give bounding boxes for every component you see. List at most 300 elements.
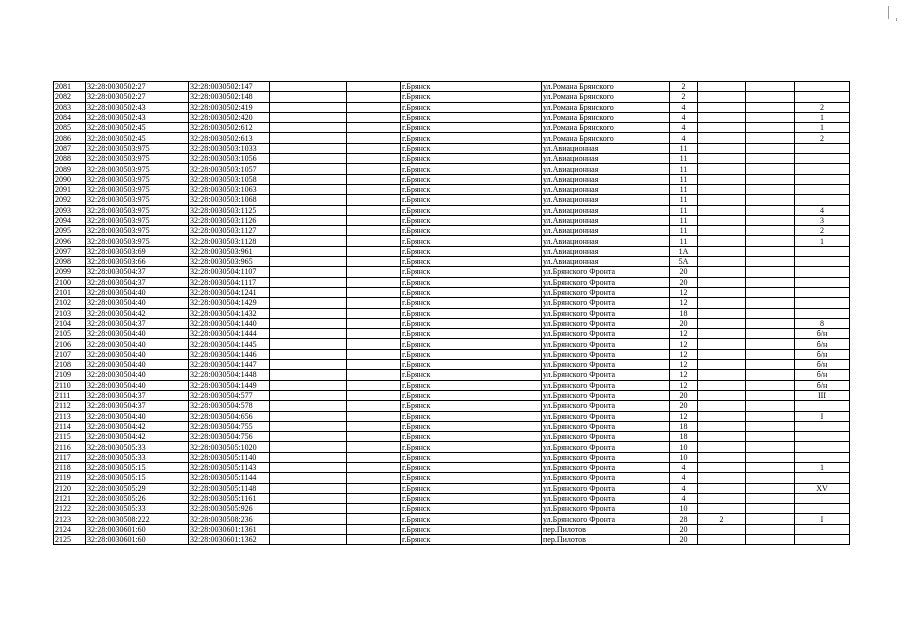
land-cadastral-number-cell: 32:28:0030505:33 [86, 504, 189, 514]
street-cell: ул.Авиационная [542, 143, 670, 153]
table-row [54, 246, 850, 256]
table-row [54, 349, 850, 359]
table-row [54, 143, 850, 153]
house-number-cell: 12 [670, 349, 698, 359]
object-cadastral-number-cell: 32:28:0030503:1125 [189, 205, 270, 215]
table-row [54, 174, 850, 184]
row-number-cell: 2085 [54, 123, 86, 133]
house-number-cell: 4 [670, 493, 698, 503]
row-number-cell: 2117 [54, 452, 86, 462]
premises-number-cell: 2 [795, 102, 850, 112]
premises-number-cell [795, 174, 850, 184]
city-cell: г.Брянск [401, 277, 542, 287]
empty-cell [347, 329, 401, 339]
building-part-cell [698, 102, 746, 112]
house-number-cell: 11 [670, 143, 698, 153]
table-row [54, 380, 850, 390]
city-cell: г.Брянск [401, 318, 542, 328]
empty-cell [270, 92, 347, 102]
house-number-cell: 11 [670, 164, 698, 174]
table-row [54, 123, 850, 133]
empty-cell [270, 143, 347, 153]
empty-cell [270, 164, 347, 174]
empty-cell [746, 421, 795, 431]
empty-cell [347, 504, 401, 514]
row-number-cell: 2104 [54, 318, 86, 328]
premises-number-cell [795, 267, 850, 277]
object-cadastral-number-cell: 32:28:0030505:1143 [189, 462, 270, 472]
table-row [54, 401, 850, 411]
empty-cell [347, 411, 401, 421]
row-number-cell: 2089 [54, 164, 86, 174]
land-cadastral-number-cell: 32:28:0030505:26 [86, 493, 189, 503]
empty-cell [746, 483, 795, 493]
table-row [54, 184, 850, 194]
building-part-cell [698, 349, 746, 359]
object-cadastral-number-cell: 32:28:0030505:1140 [189, 452, 270, 462]
row-number-cell: 2098 [54, 257, 86, 267]
empty-cell [347, 174, 401, 184]
table-row [54, 277, 850, 287]
object-cadastral-number-cell: 32:28:0030503:1058 [189, 174, 270, 184]
empty-cell [270, 112, 347, 122]
object-cadastral-number-cell: 32:28:0030504:1448 [189, 370, 270, 380]
city-cell: г.Брянск [401, 493, 542, 503]
row-number-cell: 2118 [54, 462, 86, 472]
house-number-cell: 20 [670, 267, 698, 277]
object-cadastral-number-cell: 32:28:0030504:1446 [189, 349, 270, 359]
land-cadastral-number-cell: 32:28:0030504:40 [86, 287, 189, 297]
house-number-cell: 11 [670, 154, 698, 164]
city-cell: г.Брянск [401, 380, 542, 390]
house-number-cell: 10 [670, 504, 698, 514]
street-cell: ул.Романа Брянского [542, 92, 670, 102]
building-part-cell [698, 401, 746, 411]
empty-cell [270, 226, 347, 236]
street-cell: ул.Брянского Фронта [542, 473, 670, 483]
city-cell: г.Брянск [401, 421, 542, 431]
empty-cell [347, 164, 401, 174]
table-row [54, 226, 850, 236]
row-number-cell: 2125 [54, 535, 86, 545]
empty-cell [347, 92, 401, 102]
object-cadastral-number-cell: 32:28:0030504:1117 [189, 277, 270, 287]
empty-cell [270, 462, 347, 472]
empty-cell [347, 184, 401, 194]
object-cadastral-number-cell: 32:28:0030505:1148 [189, 483, 270, 493]
premises-number-cell: б/н [795, 329, 850, 339]
premises-number-cell [795, 195, 850, 205]
empty-cell [746, 164, 795, 174]
empty-cell [347, 339, 401, 349]
building-part-cell [698, 411, 746, 421]
land-cadastral-number-cell: 32:28:0030503:975 [86, 205, 189, 215]
empty-cell [347, 236, 401, 246]
house-number-cell: 4 [670, 112, 698, 122]
table-row [54, 164, 850, 174]
table-row [54, 329, 850, 339]
row-number-cell: 2111 [54, 390, 86, 400]
land-cadastral-number-cell: 32:28:0030502:27 [86, 92, 189, 102]
empty-cell [347, 452, 401, 462]
city-cell: г.Брянск [401, 473, 542, 483]
table-row [54, 452, 850, 462]
street-cell: ул.Брянского Фронта [542, 339, 670, 349]
premises-number-cell: 4 [795, 205, 850, 215]
row-number-cell: 2082 [54, 92, 86, 102]
street-cell: ул.Брянского Фронта [542, 277, 670, 287]
object-cadastral-number-cell: 32:28:0030504:1440 [189, 318, 270, 328]
empty-cell [746, 360, 795, 370]
object-cadastral-number-cell: 32:28:0030508:236 [189, 514, 270, 524]
city-cell: г.Брянск [401, 102, 542, 112]
object-cadastral-number-cell: 32:28:0030504:1445 [189, 339, 270, 349]
building-part-cell [698, 504, 746, 514]
street-cell: ул.Авиационная [542, 164, 670, 174]
object-cadastral-number-cell: 32:28:0030504:656 [189, 411, 270, 421]
city-cell: г.Брянск [401, 195, 542, 205]
empty-cell [746, 401, 795, 411]
empty-cell [347, 308, 401, 318]
empty-cell [746, 390, 795, 400]
row-number-cell: 2116 [54, 442, 86, 452]
empty-cell [270, 504, 347, 514]
object-cadastral-number-cell: 32:28:0030505:1020 [189, 442, 270, 452]
street-cell: ул.Романа Брянского [542, 82, 670, 92]
land-cadastral-number-cell: 32:28:0030505:29 [86, 483, 189, 493]
empty-cell [270, 339, 347, 349]
row-number-cell: 2108 [54, 360, 86, 370]
street-cell: ул.Авиационная [542, 195, 670, 205]
building-part-cell [698, 154, 746, 164]
empty-cell [746, 462, 795, 472]
empty-cell [270, 318, 347, 328]
building-part-cell [698, 133, 746, 143]
row-number-cell: 2092 [54, 195, 86, 205]
empty-cell [270, 390, 347, 400]
row-number-cell: 2083 [54, 102, 86, 112]
empty-cell [746, 133, 795, 143]
street-cell: ул.Брянского Фронта [542, 514, 670, 524]
empty-cell [270, 329, 347, 339]
building-part-cell [698, 287, 746, 297]
street-cell: ул.Романа Брянского [542, 102, 670, 112]
row-number-cell: 2112 [54, 401, 86, 411]
table-row [54, 360, 850, 370]
table-row [54, 411, 850, 421]
city-cell: г.Брянск [401, 215, 542, 225]
premises-number-cell: 1 [795, 123, 850, 133]
premises-number-cell: 1 [795, 462, 850, 472]
object-cadastral-number-cell: 32:28:0030503:1068 [189, 195, 270, 205]
empty-cell [347, 401, 401, 411]
empty-cell [270, 380, 347, 390]
empty-cell [270, 411, 347, 421]
premises-number-cell [795, 452, 850, 462]
empty-cell [746, 184, 795, 194]
premises-number-cell [795, 308, 850, 318]
house-number-cell: 10 [670, 452, 698, 462]
empty-cell [347, 493, 401, 503]
table-row [54, 473, 850, 483]
building-part-cell [698, 215, 746, 225]
premises-number-cell [795, 154, 850, 164]
street-cell: пер.Пилотов [542, 524, 670, 534]
object-cadastral-number-cell: 32:28:0030504:1447 [189, 360, 270, 370]
empty-cell [746, 143, 795, 153]
house-number-cell: 2 [670, 92, 698, 102]
building-part-cell [698, 442, 746, 452]
empty-cell [270, 257, 347, 267]
empty-cell [347, 123, 401, 133]
table-row [54, 432, 850, 442]
land-cadastral-number-cell: 32:28:0030503:975 [86, 195, 189, 205]
building-part-cell [698, 236, 746, 246]
table-row [54, 308, 850, 318]
empty-cell [270, 236, 347, 246]
table-row [54, 535, 850, 545]
row-number-cell: 2107 [54, 349, 86, 359]
street-cell: ул.Брянского Фронта [542, 421, 670, 431]
house-number-cell: 11 [670, 226, 698, 236]
house-number-cell: 12 [670, 380, 698, 390]
table-row [54, 462, 850, 472]
house-number-cell: 11 [670, 174, 698, 184]
land-cadastral-number-cell: 32:28:0030503:975 [86, 143, 189, 153]
empty-cell [347, 473, 401, 483]
land-cadastral-number-cell: 32:28:0030504:37 [86, 277, 189, 287]
house-number-cell: 11 [670, 184, 698, 194]
premises-number-cell [795, 287, 850, 297]
premises-number-cell [795, 535, 850, 545]
empty-cell [270, 215, 347, 225]
premises-number-cell [795, 442, 850, 452]
row-number-cell: 2123 [54, 514, 86, 524]
object-cadastral-number-cell: 32:28:0030502:148 [189, 92, 270, 102]
object-cadastral-number-cell: 32:28:0030504:1432 [189, 308, 270, 318]
land-cadastral-number-cell: 32:28:0030505:33 [86, 452, 189, 462]
empty-cell [270, 205, 347, 215]
empty-cell [270, 370, 347, 380]
object-cadastral-number-cell: 32:28:0030503:1033 [189, 143, 270, 153]
empty-cell [746, 339, 795, 349]
empty-cell [746, 514, 795, 524]
table-row [54, 82, 850, 92]
row-number-cell: 2115 [54, 432, 86, 442]
house-number-cell: 20 [670, 535, 698, 545]
city-cell: г.Брянск [401, 174, 542, 184]
city-cell: г.Брянск [401, 143, 542, 153]
empty-cell [746, 452, 795, 462]
premises-number-cell: 1 [795, 236, 850, 246]
premises-number-cell: 1 [795, 112, 850, 122]
street-cell: ул.Брянского Фронта [542, 329, 670, 339]
street-cell: ул.Брянского Фронта [542, 442, 670, 452]
scan-margin-dot [896, 18, 897, 21]
land-cadastral-number-cell: 32:28:0030504:40 [86, 349, 189, 359]
empty-cell [347, 195, 401, 205]
table-row [54, 370, 850, 380]
land-cadastral-number-cell: 32:28:0030504:42 [86, 308, 189, 318]
land-cadastral-number-cell: 32:28:0030503:66 [86, 257, 189, 267]
city-cell: г.Брянск [401, 360, 542, 370]
row-number-cell: 2106 [54, 339, 86, 349]
empty-cell [347, 112, 401, 122]
street-cell: ул.Романа Брянского [542, 123, 670, 133]
street-cell: ул.Брянского Фронта [542, 432, 670, 442]
building-part-cell [698, 267, 746, 277]
empty-cell [347, 215, 401, 225]
row-number-cell: 2091 [54, 184, 86, 194]
street-cell: ул.Авиационная [542, 257, 670, 267]
table-row [54, 287, 850, 297]
empty-cell [746, 236, 795, 246]
premises-number-cell: б/н [795, 360, 850, 370]
row-number-cell: 2097 [54, 246, 86, 256]
premises-number-cell: 2 [795, 133, 850, 143]
street-cell: ул.Брянского Фронта [542, 401, 670, 411]
premises-number-cell [795, 92, 850, 102]
house-number-cell: 12 [670, 370, 698, 380]
land-cadastral-number-cell: 32:28:0030502:27 [86, 82, 189, 92]
empty-cell [746, 174, 795, 184]
land-cadastral-number-cell: 32:28:0030504:40 [86, 370, 189, 380]
building-part-cell [698, 462, 746, 472]
building-part-cell [698, 298, 746, 308]
empty-cell [347, 143, 401, 153]
house-number-cell: 18 [670, 308, 698, 318]
building-part-cell [698, 205, 746, 215]
premises-number-cell [795, 493, 850, 503]
land-cadastral-number-cell: 32:28:0030504:40 [86, 298, 189, 308]
premises-number-cell: I [795, 514, 850, 524]
city-cell: г.Брянск [401, 164, 542, 174]
house-number-cell: 18 [670, 432, 698, 442]
land-cadastral-number-cell: 32:28:0030504:37 [86, 267, 189, 277]
house-number-cell: 20 [670, 401, 698, 411]
land-cadastral-number-cell: 32:28:0030503:975 [86, 164, 189, 174]
house-number-cell: 11 [670, 236, 698, 246]
building-part-cell [698, 92, 746, 102]
land-cadastral-number-cell: 32:28:0030504:40 [86, 380, 189, 390]
premises-number-cell [795, 421, 850, 431]
land-cadastral-number-cell: 32:28:0030508:222 [86, 514, 189, 524]
empty-cell [270, 123, 347, 133]
table-row [54, 154, 850, 164]
house-number-cell: 1А [670, 246, 698, 256]
city-cell: г.Брянск [401, 236, 542, 246]
street-cell: ул.Брянского Фронта [542, 504, 670, 514]
empty-cell [270, 473, 347, 483]
building-part-cell [698, 421, 746, 431]
table-row [54, 504, 850, 514]
building-part-cell [698, 308, 746, 318]
row-number-cell: 2094 [54, 215, 86, 225]
house-number-cell: 12 [670, 329, 698, 339]
street-cell: ул.Брянского Фронта [542, 462, 670, 472]
empty-cell [270, 535, 347, 545]
empty-cell [746, 308, 795, 318]
object-cadastral-number-cell: 32:28:0030505:926 [189, 504, 270, 514]
street-cell: ул.Брянского Фронта [542, 493, 670, 503]
house-number-cell: 2 [670, 82, 698, 92]
empty-cell [347, 287, 401, 297]
empty-cell [746, 82, 795, 92]
land-cadastral-number-cell: 32:28:0030504:37 [86, 401, 189, 411]
street-cell: ул.Авиационная [542, 236, 670, 246]
street-cell: ул.Авиационная [542, 215, 670, 225]
city-cell: г.Брянск [401, 267, 542, 277]
street-cell: ул.Брянского Фронта [542, 267, 670, 277]
building-part-cell [698, 380, 746, 390]
empty-cell [746, 318, 795, 328]
empty-cell [746, 493, 795, 503]
row-number-cell: 2122 [54, 504, 86, 514]
empty-cell [347, 514, 401, 524]
row-number-cell: 2102 [54, 298, 86, 308]
premises-number-cell [795, 143, 850, 153]
street-cell: ул.Брянского Фронта [542, 298, 670, 308]
city-cell: г.Брянск [401, 205, 542, 215]
premises-number-cell: б/н [795, 349, 850, 359]
building-part-cell [698, 318, 746, 328]
row-number-cell: 2114 [54, 421, 86, 431]
premises-number-cell: 3 [795, 215, 850, 225]
city-cell: г.Брянск [401, 112, 542, 122]
building-part-cell [698, 246, 746, 256]
city-cell: г.Брянск [401, 92, 542, 102]
city-cell: г.Брянск [401, 133, 542, 143]
empty-cell [746, 411, 795, 421]
object-cadastral-number-cell: 32:28:0030504:1449 [189, 380, 270, 390]
city-cell: г.Брянск [401, 524, 542, 534]
city-cell: г.Брянск [401, 246, 542, 256]
empty-cell [270, 421, 347, 431]
row-number-cell: 2084 [54, 112, 86, 122]
land-cadastral-number-cell: 32:28:0030505:15 [86, 462, 189, 472]
street-cell: ул.Брянского Фронта [542, 308, 670, 318]
land-cadastral-number-cell: 32:28:0030504:37 [86, 390, 189, 400]
house-number-cell: 5А [670, 257, 698, 267]
building-part-cell [698, 195, 746, 205]
street-cell: ул.Авиационная [542, 226, 670, 236]
table-row [54, 339, 850, 349]
row-number-cell: 2086 [54, 133, 86, 143]
land-cadastral-number-cell: 32:28:0030503:975 [86, 174, 189, 184]
premises-number-cell: XV [795, 483, 850, 493]
empty-cell [347, 421, 401, 431]
building-part-cell [698, 524, 746, 534]
object-cadastral-number-cell: 32:28:0030503:1057 [189, 164, 270, 174]
empty-cell [270, 277, 347, 287]
empty-cell [347, 154, 401, 164]
empty-cell [347, 277, 401, 287]
table-row [54, 267, 850, 277]
building-part-cell [698, 123, 746, 133]
table-row [54, 442, 850, 452]
land-cadastral-number-cell: 32:28:0030503:975 [86, 154, 189, 164]
land-cadastral-number-cell: 32:28:0030504:40 [86, 360, 189, 370]
object-cadastral-number-cell: 32:28:0030505:1144 [189, 473, 270, 483]
street-cell: ул.Брянского Фронта [542, 411, 670, 421]
empty-cell [347, 349, 401, 359]
empty-cell [347, 133, 401, 143]
land-cadastral-number-cell: 32:28:0030504:40 [86, 329, 189, 339]
empty-cell [746, 154, 795, 164]
row-number-cell: 2090 [54, 174, 86, 184]
empty-cell [746, 226, 795, 236]
street-cell: ул.Авиационная [542, 246, 670, 256]
